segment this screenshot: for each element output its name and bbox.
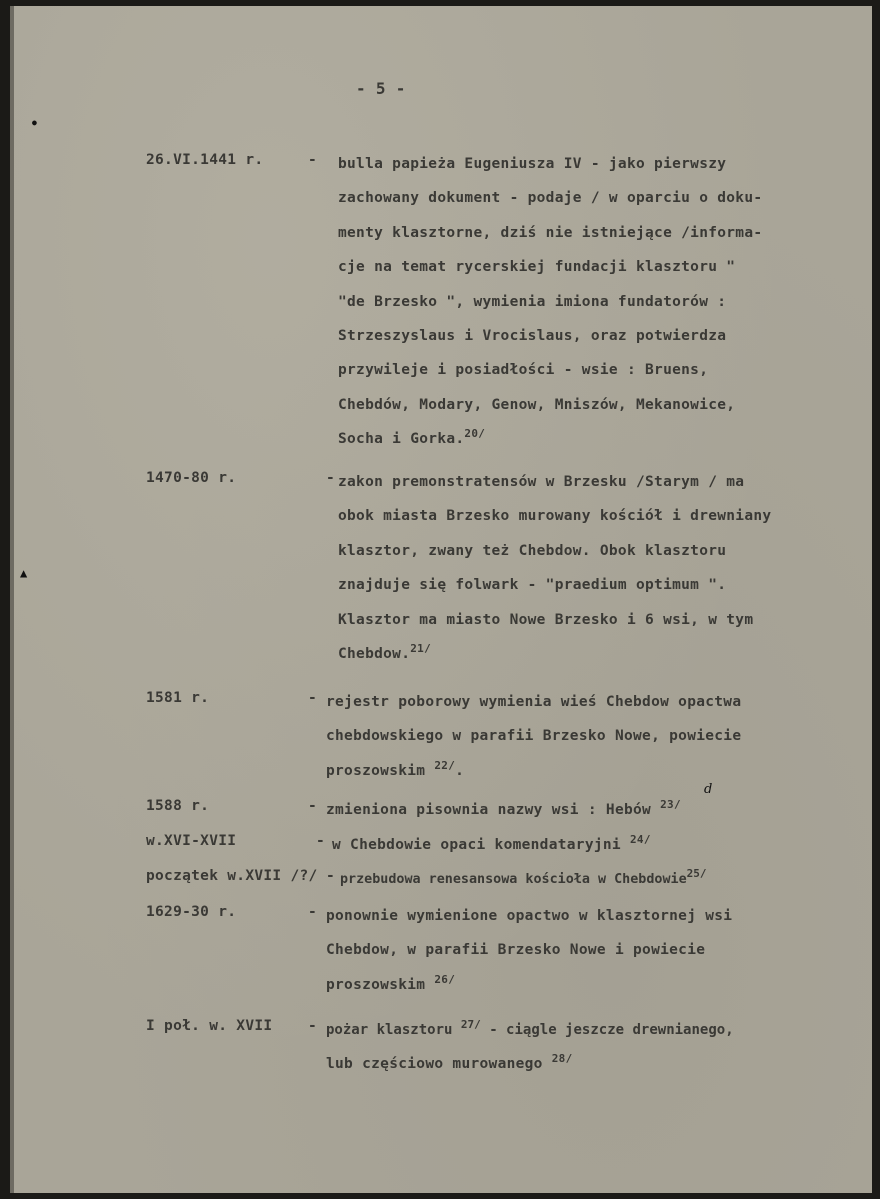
text-line: cje na temat rycerskiej fundacji klasztoru " — [338, 259, 736, 276]
text-line: Chebdow, w parafii Brzesko Nowe i powiecie — [326, 942, 706, 959]
page-edge-shadow — [10, 6, 14, 1193]
footnote-ref: 26/ — [434, 972, 456, 986]
text-line — [326, 1013, 734, 1047]
entry-date: 1588 r. — [146, 798, 210, 814]
text-line-content: - ciągle jeszcze drewnianego, — [489, 1022, 734, 1038]
text-line-content: lub częściowo murowanego — [326, 1056, 543, 1073]
text-line: obok miasta Brzesko murowany kościół i drewniany — [338, 508, 772, 525]
entry-text — [326, 694, 741, 788]
footnote-ref: 24/ — [629, 833, 651, 846]
handwritten-correction: d — [704, 782, 713, 797]
text-line-content: pożar klasztoru — [326, 1022, 453, 1038]
text-line: klasztor, zwany też Chebdow. Obok klasztoru — [338, 542, 727, 559]
stray-mark: ▲ — [20, 566, 28, 580]
entry-dash: - — [326, 868, 336, 884]
text-line-content: Chebdow. — [338, 645, 411, 662]
text-line: rejestr poborowy wymienia wieś Chebdow opactwa — [326, 694, 742, 710]
entry-text — [338, 156, 762, 457]
text-line — [338, 422, 762, 456]
entry-dash: - — [326, 470, 336, 486]
entry-text — [326, 1018, 734, 1082]
text-line: zakon premonstratensów w Brzesku /Starym / ma — [338, 474, 745, 490]
entry-dash: - — [308, 152, 318, 168]
text-line — [326, 754, 741, 788]
entry-text — [326, 908, 732, 1002]
entry-text — [326, 798, 681, 827]
text-line-content: zmieniona pisownia nazwy wsi : Hebów — [326, 802, 652, 818]
trailing-period: . — [455, 762, 465, 779]
entry-text — [338, 474, 771, 671]
entry-dash: - — [308, 798, 318, 814]
footnote-ref: 21/ — [410, 641, 432, 655]
entry-dash: - — [316, 833, 326, 849]
footnote-ref: 23/ — [660, 798, 681, 811]
entry-dash: - — [308, 1018, 318, 1034]
page-number: - 5 - — [356, 79, 406, 98]
text-line — [340, 863, 707, 897]
footnote-ref: 22/ — [434, 758, 456, 772]
text-line — [326, 793, 681, 827]
text-line — [332, 828, 651, 862]
text-line: Strzeszyslaus i Vrocislaus, oraz potwierdza — [338, 327, 727, 344]
text-line: chebdowskiego w parafii Brzesko Nowe, powiecie — [326, 728, 742, 745]
text-line: bulla papieża Eugeniusza IV - jako pierwszy — [338, 156, 727, 172]
text-line — [326, 1047, 734, 1081]
text-line-content: w Chebdowie opaci komendataryjni — [332, 837, 621, 853]
text-line: Klasztor ma miasto Nowe Brzesko i 6 wsi, w tym — [338, 611, 754, 628]
entry-date: 1629-30 r. — [146, 904, 237, 920]
entry-text — [332, 833, 651, 862]
text-line — [338, 637, 771, 671]
footnote-ref: 27/ — [460, 1018, 481, 1031]
text-line-content: proszowskim — [326, 762, 426, 779]
text-line: menty klasztorne, dziś nie istniejące /informa- — [338, 224, 763, 241]
footnote-ref: 25/ — [686, 867, 707, 880]
text-line — [326, 968, 732, 1002]
text-line: "de Brzesko ", wymienia imiona fundatorów : — [338, 293, 727, 310]
stray-dot: ● — [32, 118, 38, 127]
text-line: ponownie wymienione opactwo w klasztornej wsi — [326, 908, 733, 924]
text-line: znajduje się folwark - "praedium optimum ". — [338, 577, 727, 594]
text-line: zachowany dokument - podaje / w oparciu o doku- — [338, 190, 763, 207]
document-page — [10, 6, 872, 1193]
entry-dash: - — [308, 904, 318, 920]
footnote-ref: 28/ — [551, 1052, 573, 1066]
entry-date: początek w.XVII /?/ — [146, 868, 318, 884]
footnote-ref: 20/ — [464, 427, 486, 441]
text-line: Chebdów, Modary, Genow, Mniszów, Mekanowice, — [338, 396, 736, 413]
entry-date: 1581 r. — [146, 690, 210, 706]
text-line-content: przebudowa renesansowa kościoła w Chebdowie — [340, 872, 687, 887]
text-line-content: Socha i Gorka. — [338, 431, 465, 448]
entry-date: w.XVI-XVII — [146, 833, 237, 849]
entry-date: 26.VI.1441 r. — [146, 152, 264, 168]
entry-text — [340, 867, 707, 897]
entry-date: 1470-80 r. — [146, 470, 237, 486]
entry-dash: - — [308, 690, 318, 706]
text-line: przywileje i posiadłości - wsie : Bruens, — [338, 362, 709, 379]
text-line-content: proszowskim — [326, 976, 426, 993]
entry-date: I poł. w. XVII — [146, 1018, 273, 1034]
